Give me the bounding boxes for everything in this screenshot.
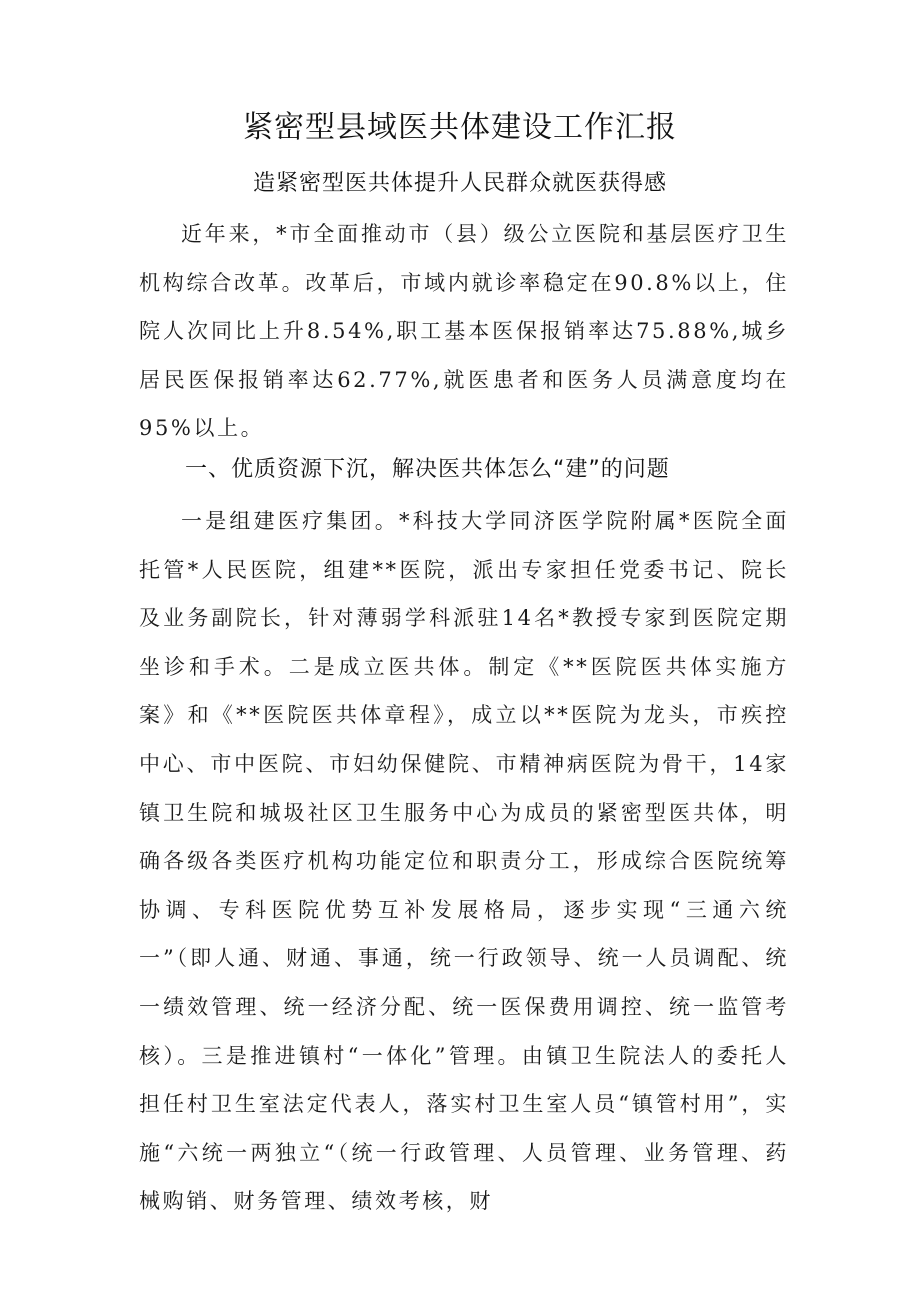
section-paragraph: 一是组建医疗集团。*科技大学同济医学院附属*医院全面托管*人民医院，组建**医院，派出专家担任党委书记、院长及业务副院长，针对薄弱学科派驻14名*教授专家到医院定期坐诊和手术。二是成立医共体。制定《**医院医共体实施方案》和《**医院医共体章程》，成立以**医院为龙头，市疾控中心、市中医院、市妇幼保健院、市精神病医院为骨干，14家镇卫生院和城圾社区卫生服务中心为成员的紧密型医共体，明确各级各类医疗机构功能定位和职责分工，形成综合医院统筹协调、专科医院优势互补发展格局，逐步实现“三通六统一”（即人通、财通、事通，统一行政领导、统一人员调配、统一绩效管理、统一经济分配、统一医保费用调控、统一监管考核）。三是推进镇村“一体化”管理。由镇卫生院法人的委托人担任村卫生室法定代表人，落实村卫生室人员“镇管村用”，实施“六统一两独立“（统一行政管理、人员管理、业务管理、药械购销、财务管理、绩效考核，财 xyxy=(139,509,789,1214)
section-heading: 一、优质资源下沉，解决医共体怎么“建”的问题 xyxy=(185,457,670,482)
intro-paragraph: 近年来，*市全面推动市（县）级公立医院和基层医疗卫生机构综合改革。改革后，市域内就诊率稳定在90.8%以上，住院人次同比上升8.54%,职工基本医保报销率达75.88%,城乡居民医保报销率达62.77%,就医患者和医务人员满意度均在95%以上。 xyxy=(139,222,789,441)
document-subtitle: 造紧密型医共体提升人民群众就医获得感 xyxy=(252,171,667,196)
document-title: 紧密型县域医共体建设工作汇报 xyxy=(243,110,677,145)
